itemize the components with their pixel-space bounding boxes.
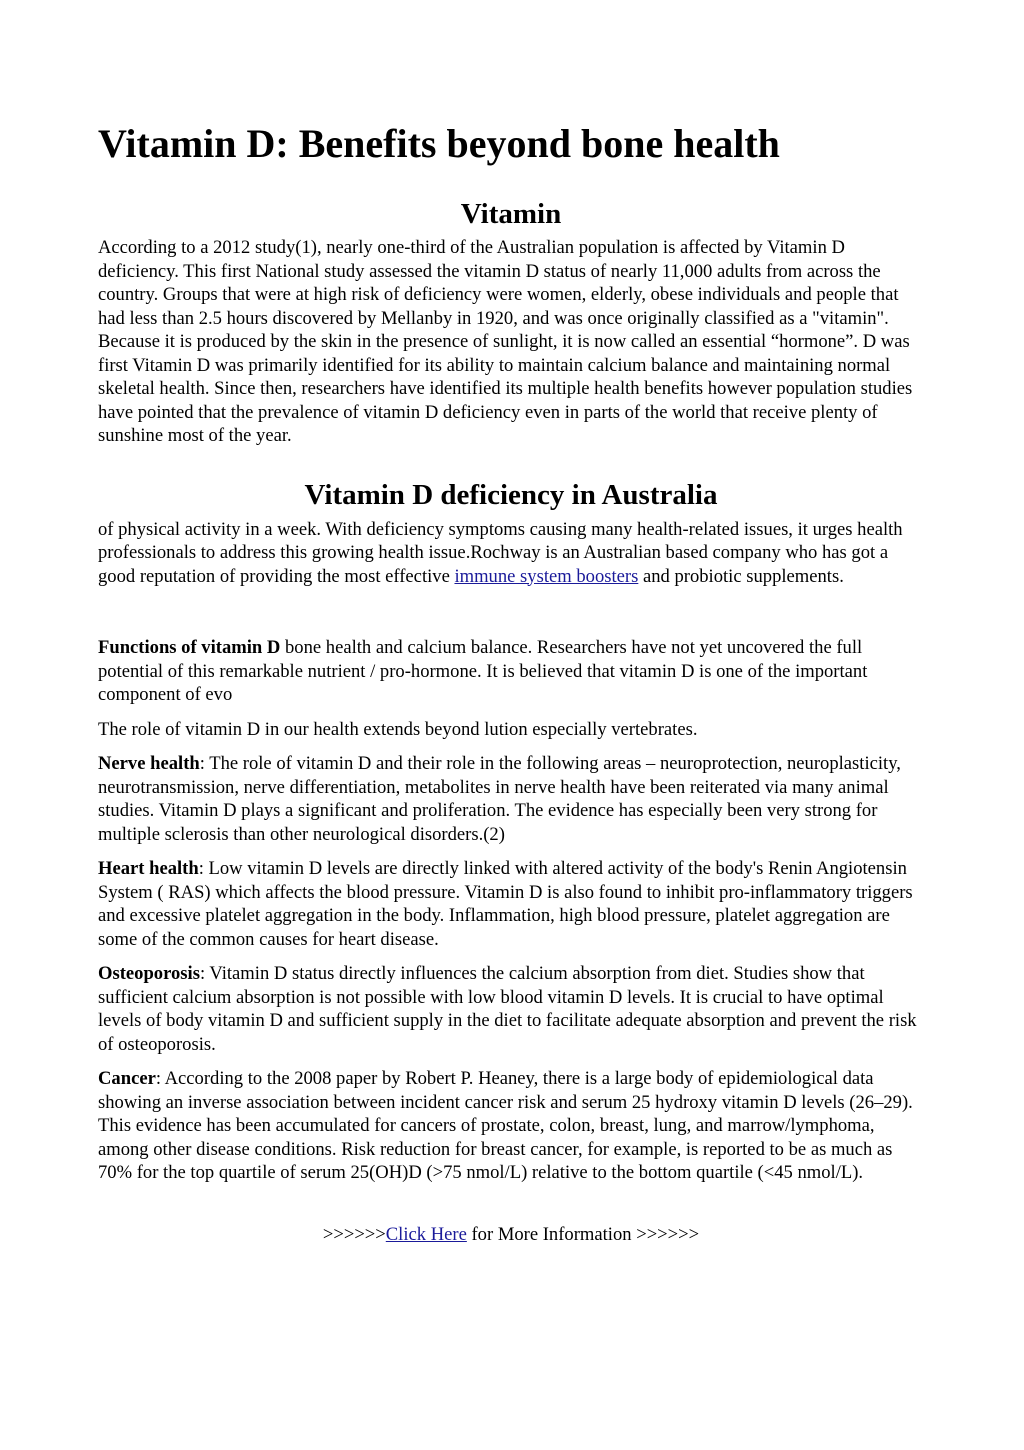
nerve-health-paragraph bbox=[98, 752, 924, 846]
document-title: Vitamin D: Benefits beyond bone health bbox=[98, 121, 780, 166]
cancer-paragraph bbox=[98, 1067, 924, 1185]
osteoporosis-label: Osteoporosis bbox=[98, 963, 200, 984]
document-page bbox=[98, 118, 924, 1246]
nerve-health-label: Nerve health bbox=[98, 753, 200, 774]
functions-text: bone health and calcium balance. Researchers have not yet uncovered the full potential of this remarkable nutrient / pro-hormone. It is believed that vitamin D is one of the important component of evo bbox=[98, 637, 868, 705]
cancer-label: Cancer bbox=[98, 1068, 156, 1089]
footer-suffix: for More Information >>>>>> bbox=[466, 1223, 700, 1245]
deficiency-text-before-link: of physical activity in a week. With deficiency symptoms causing many health-related issues, it urges health professionals to address this growing health issue.Rochway is an Australian based company who has got a good reputation of providing the most effective bbox=[98, 518, 903, 587]
osteoporosis-paragraph bbox=[98, 962, 924, 1056]
immune-system-boosters-link[interactable]: immune system boosters bbox=[454, 565, 639, 587]
role-paragraph: The role of vitamin D in our health extends beyond lution especially vertebrates. bbox=[98, 718, 698, 740]
section-heading-vitamin: Vitamin bbox=[460, 198, 562, 230]
functions-label: Functions of vitamin D bbox=[98, 637, 281, 658]
deficiency-paragraph bbox=[98, 518, 924, 589]
click-here-link[interactable]: Click Here bbox=[385, 1223, 467, 1245]
functions-paragraph bbox=[98, 636, 924, 707]
osteoporosis-text: : Vitamin D status directly influences the calcium absorption from diet. Studies show that sufficient calcium absorption is not possible with low blood vitamin D levels. It is crucial to have optimal levels of body vitamin D and sufficient supply in the diet to facilitate adequate absorption and prevent the risk of osteoporosis. bbox=[98, 963, 917, 1055]
footer-prefix: >>>>>> bbox=[322, 1223, 386, 1245]
vitamin-paragraph: According to a 2012 study(1), nearly one-third of the Australian population is affected by Vitamin D deficiency. This first National study assessed the vitamin D status of nearly 11,000 adults from across the country. Groups that were at high risk of deficiency were women, elderly, obese individuals and people that had less than 2.5 hours discovered by Mellanby in 1920, and was once originally classified as a "vitamin". Because it is produced by the skin in the presence of sunlight, it is now called an essential “hormone”. D was first Vitamin D was primarily identified for its ability to maintain calcium balance and maintaining normal skeletal health. Since then, researchers have identified its multiple health benefits however population studies have pointed that the prevalence of vitamin D deficiency even in parts of the world that receive plenty of sunshine most of the year. bbox=[98, 237, 913, 446]
deficiency-text-after-link: and probiotic supplements. bbox=[638, 565, 844, 587]
nerve-health-text: : The role of vitamin D and their role in the following areas – neuroprotection, neuroplasticity, neurotransmission, nerve differentiation, metabolites in nerve health have been reiterated via many animal studies. Vitamin D plays a significant and proliferation. The evidence has especially been very strong for multiple sclerosis than other neurological disorders.(2) bbox=[98, 753, 901, 845]
heart-health-text: : Low vitamin D levels are directly linked with altered activity of the body's Renin Angiotensin System ( RAS) which affects the blood pressure. Vitamin D is also found to inhibit pro-inflammatory triggers and excessive platelet aggregation in the body. Inflammation, high blood pressure, platelet aggregation are some of the common causes for heart disease. bbox=[98, 858, 913, 950]
heart-health-paragraph bbox=[98, 857, 924, 951]
heart-health-label: Heart health bbox=[98, 858, 199, 879]
footer-more-info bbox=[98, 1223, 924, 1247]
section-heading-deficiency-australia: Vitamin D deficiency in Australia bbox=[304, 478, 718, 511]
cancer-text: : According to the 2008 paper by Robert P. Heaney, there is a large body of epidemiological data showing an inverse association between incident cancer risk and serum 25 hydroxy vitamin D levels (26–29). This evidence has been accumulated for cancers of prostate, colon, breast, lung, and marrow/lymphoma, among other disease conditions. Risk reduction for breast cancer, for example, is reported to be as much as 70% for the top quartile of serum 25(OH)D (>75 nmol/L) relative to the bottom quartile (<45 nmol/L). bbox=[98, 1068, 913, 1183]
